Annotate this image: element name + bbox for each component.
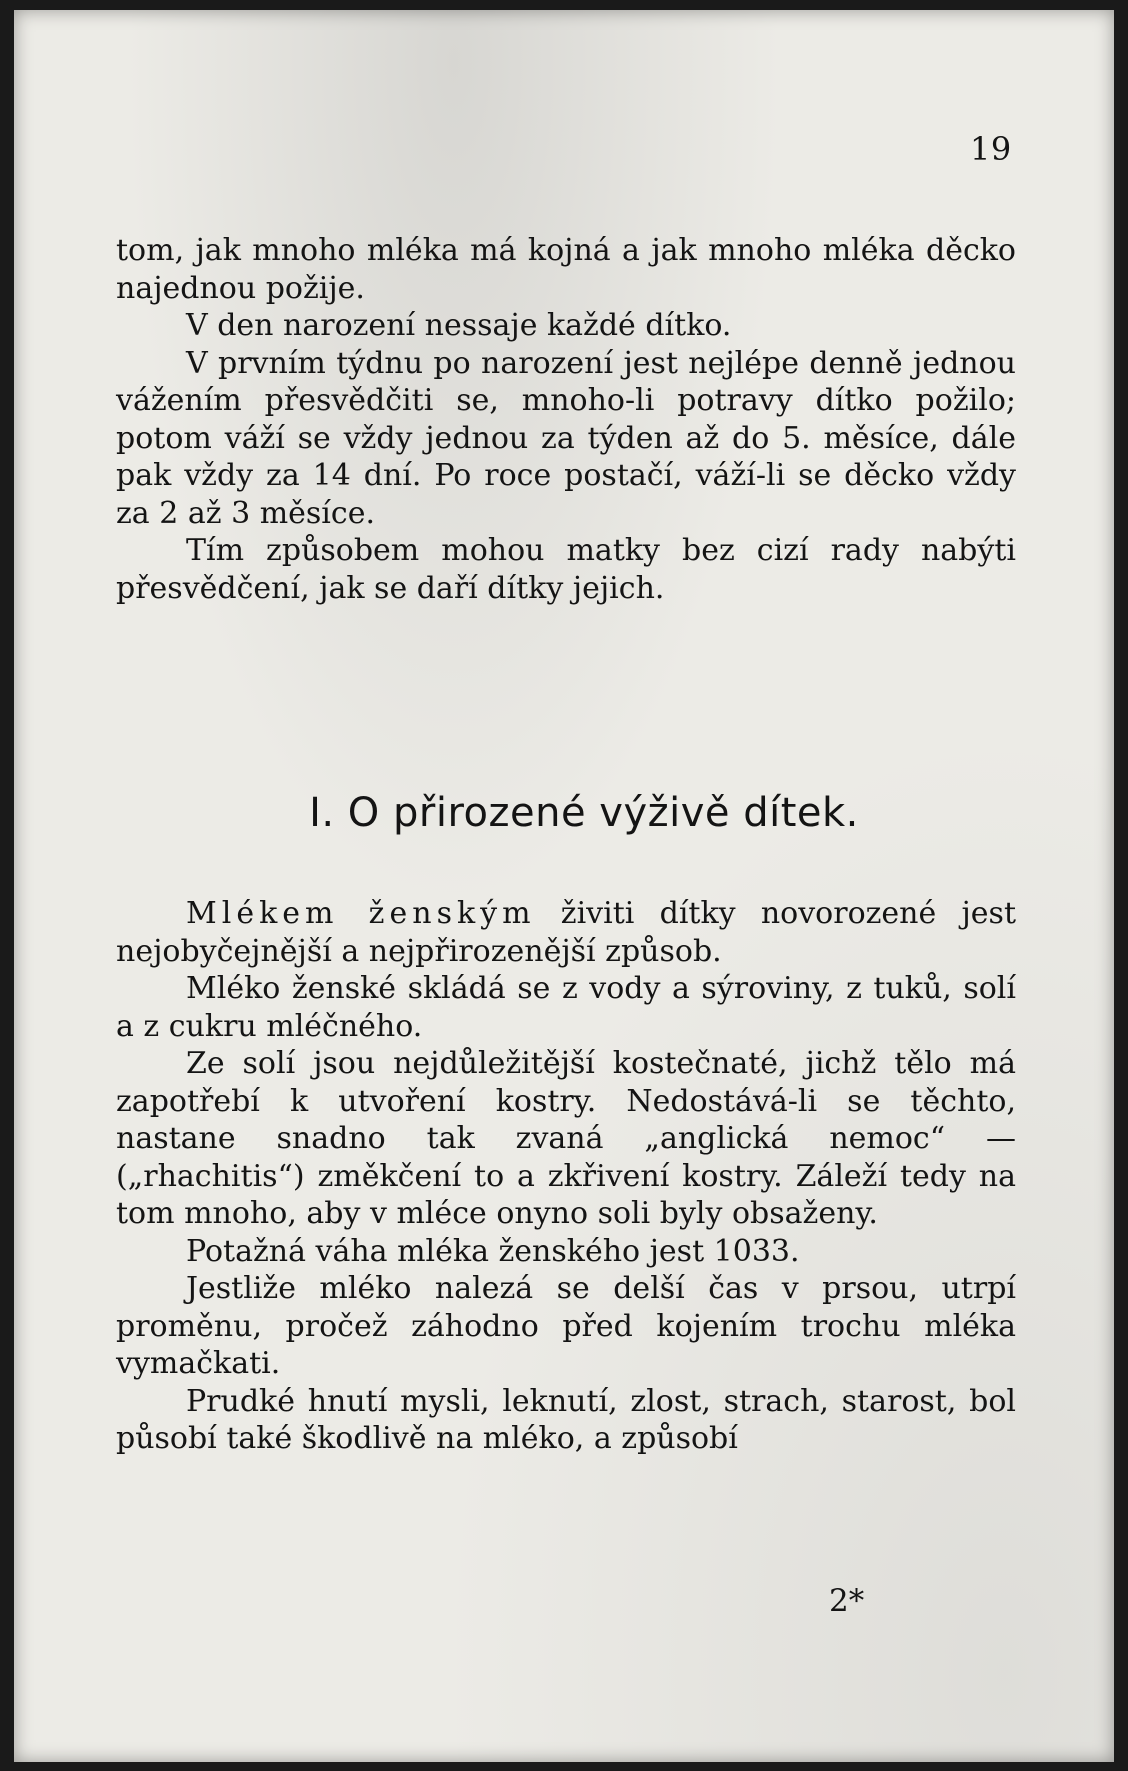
paragraph: Prudké hnutí mysli, leknutí, zlost, strach, starost, bol působí také škodlivě na mléko, a způsobí (116, 1383, 1016, 1456)
lead-spaced-text: Mlékem ženským (186, 896, 536, 931)
paragraph: Potažná váha mléka ženského jest 1033. (186, 1233, 800, 1269)
signature-mark: 2* (829, 1583, 865, 1619)
paragraph: Mléko ženské skládá se z vody a sýroviny, z tuků, solí a z cukru mléčného. (116, 971, 1016, 1044)
book-page (14, 10, 1114, 1762)
paragraph: tom, jak mnoho mléka má kojná a jak mnoho mléka děcko najednou požije. (116, 233, 1016, 306)
page-number: 19 (970, 130, 1012, 168)
text-block-section (116, 895, 1016, 1458)
text-block-top (116, 232, 1016, 607)
paragraph: V den narození nessaje každé dítko. (186, 308, 732, 343)
section-heading: I. O přirozené výživě dítek. (309, 790, 859, 836)
paragraph: V prvním týdnu po narození jest nejlépe denně jednou vážením přesvědčiti se, mnoho-li potravy dítko požilo; potom váží se vždy jednou za týden až do 5. měsíce, dále pak vždy za 14 dní. Po roce postačí, váží-li se děcko vždy za 2 až 3 měsíce. (116, 345, 1016, 531)
lead-rest-text: živiti dítky novorozené jest nejobyčejnější a nejpřirozenější způsob. (116, 896, 1017, 969)
paragraph: Tím způsobem mohou matky bez cizí rady nabýti přesvědčení, jak se daří dítky jejich. (116, 533, 1016, 606)
paragraph-lead (116, 895, 1016, 970)
paragraph: Ze solí jsou nejdůležitější kostečnaté, jichž tělo má zapotřebí k utvoření kostry. Nedostává-li se těchto, nastane snadno tak zvaná „anglická nemoc“ — („rhachitis“) změkčení to a zkřivení kostry. Záleží tedy na tom mnoho, aby v mléce onyno soli byly obsaženy. (116, 1046, 1016, 1231)
paragraph: Jestliže mléko nalezá se delší čas v prsou, utrpí proměnu, pročež záhodno před kojením trochu mléka vymačkati. (116, 1271, 1016, 1381)
